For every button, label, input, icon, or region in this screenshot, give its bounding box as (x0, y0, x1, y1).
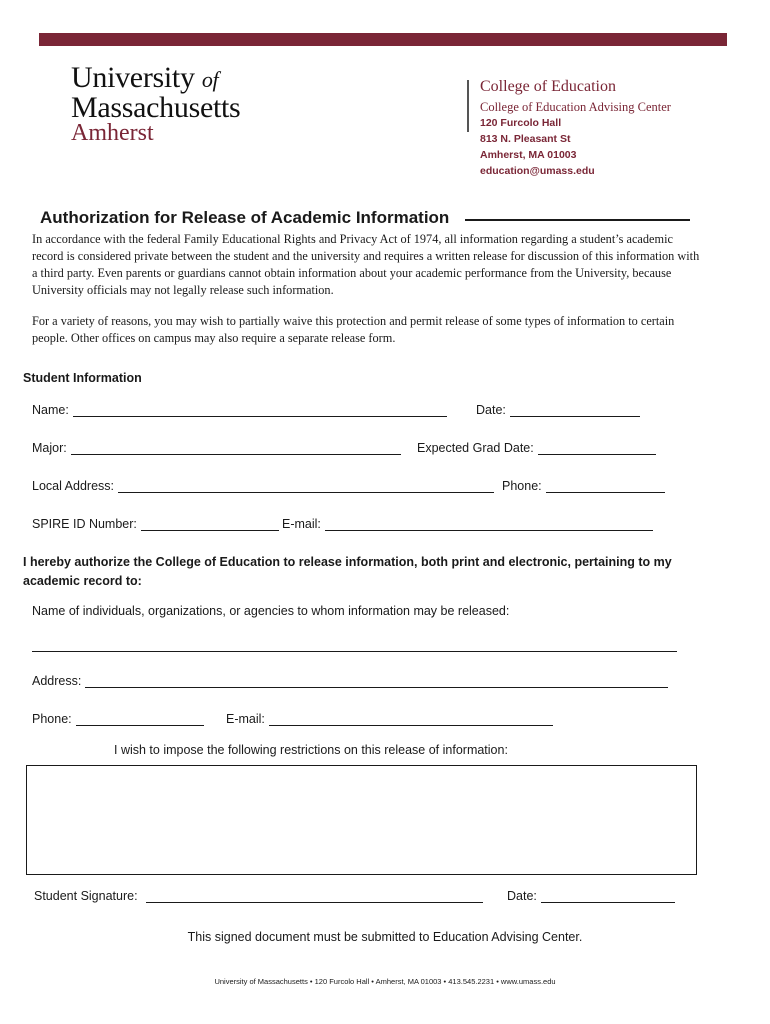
signature-date-label: Date: (507, 889, 537, 903)
address-line-1: 120 Furcolo Hall (480, 117, 562, 129)
recipient-phone-label: Phone: (32, 712, 72, 726)
spire-id-field[interactable] (32, 517, 279, 531)
date-input-line[interactable] (510, 403, 640, 417)
expected-grad-field[interactable] (417, 441, 656, 455)
logo-of: of (201, 67, 219, 92)
email-input-line[interactable] (325, 517, 653, 531)
signature-date-field[interactable] (507, 889, 675, 903)
signature-field[interactable] (34, 889, 483, 903)
recipients-input-line[interactable] (32, 651, 677, 652)
recipient-address-input-line[interactable] (85, 674, 668, 688)
address-line-2: 813 N. Pleasant St (480, 133, 571, 145)
date-label: Date: (476, 403, 506, 417)
spire-id-input-line[interactable] (141, 517, 279, 531)
title-underline (465, 219, 690, 221)
waiver-paragraph: For a variety of reasons, you may wish to partially waive this protection and permit release of some types of information to certain people. Other offices on campus may also require a separate release form. (32, 314, 675, 345)
expected-grad-input-line[interactable] (538, 441, 656, 455)
ferpa-paragraph: In accordance with the federal Family Educational Rights and Privacy Act of 1974, all information regarding a student’s academic record is considered private between the student and the university and requires a written release for discussion of this information with a third party. Even parents or guardians cannot obtain information about your academic performance from the University, because University officials may not legally release such information. (32, 232, 700, 297)
authorization-statement: I hereby authorize the College of Education to release information, both print and electronic, pertaining to my academic record to: (23, 555, 672, 588)
recipient-address-label: Address: (32, 674, 82, 688)
major-field[interactable] (32, 441, 401, 455)
email-label: E-mail: (282, 517, 321, 531)
recipient-address-field[interactable] (32, 674, 668, 688)
logo-massachusetts: Massachusetts (71, 91, 241, 124)
name-label: Name: (32, 403, 69, 417)
address-line-3: Amherst, MA 01003 (480, 149, 577, 161)
contact-block (480, 77, 671, 179)
header-bar (39, 33, 727, 46)
name-input-line[interactable] (73, 403, 447, 417)
recipient-phone-input-line[interactable] (76, 712, 204, 726)
local-address-field[interactable] (32, 479, 494, 493)
signature-date-input-line[interactable] (541, 889, 675, 903)
local-address-input-line[interactable] (118, 479, 494, 493)
spire-id-label: SPIRE ID Number: (32, 517, 137, 531)
logo-university: University (71, 61, 195, 94)
page-footer: University of Massachusetts • 120 Furcolo Hall • Amherst, MA 01003 • 413.545.2231 • www.umass.edu (214, 977, 556, 986)
logo-amherst: Amherst (71, 120, 154, 146)
restrictions-label: I wish to impose the following restrictions on this release of information: (114, 743, 508, 757)
restrictions-box[interactable] (26, 765, 697, 875)
submission-note: This signed document must be submitted to Education Advising Center. (187, 930, 583, 944)
college-name: College of Education (480, 78, 616, 95)
expected-grad-label: Expected Grad Date: (417, 441, 534, 455)
email-field[interactable] (282, 517, 653, 531)
header-divider (467, 80, 469, 132)
signature-label: Student Signature: (34, 889, 138, 903)
advising-center-name: College of Education Advising Center (480, 100, 671, 114)
form-title: Authorization for Release of Academic Information (40, 208, 450, 227)
phone-field[interactable] (502, 479, 665, 493)
recipient-email-input-line[interactable] (269, 712, 553, 726)
contact-email: education@umass.edu (480, 165, 595, 177)
signature-input-line[interactable] (146, 889, 483, 903)
local-address-label: Local Address: (32, 479, 114, 493)
name-field[interactable] (32, 403, 447, 417)
phone-input-line[interactable] (546, 479, 665, 493)
recipients-label: Name of individuals, organizations, or agencies to whom information may be released: (32, 604, 510, 618)
major-input-line[interactable] (71, 441, 401, 455)
recipient-email-field[interactable] (226, 712, 553, 726)
umass-logo (71, 61, 241, 146)
student-info-heading: Student Information (23, 371, 142, 385)
major-label: Major: (32, 441, 67, 455)
recipient-phone-field[interactable] (32, 712, 204, 726)
phone-label: Phone: (502, 479, 542, 493)
recipient-email-label: E-mail: (226, 712, 265, 726)
date-field[interactable] (476, 403, 640, 417)
